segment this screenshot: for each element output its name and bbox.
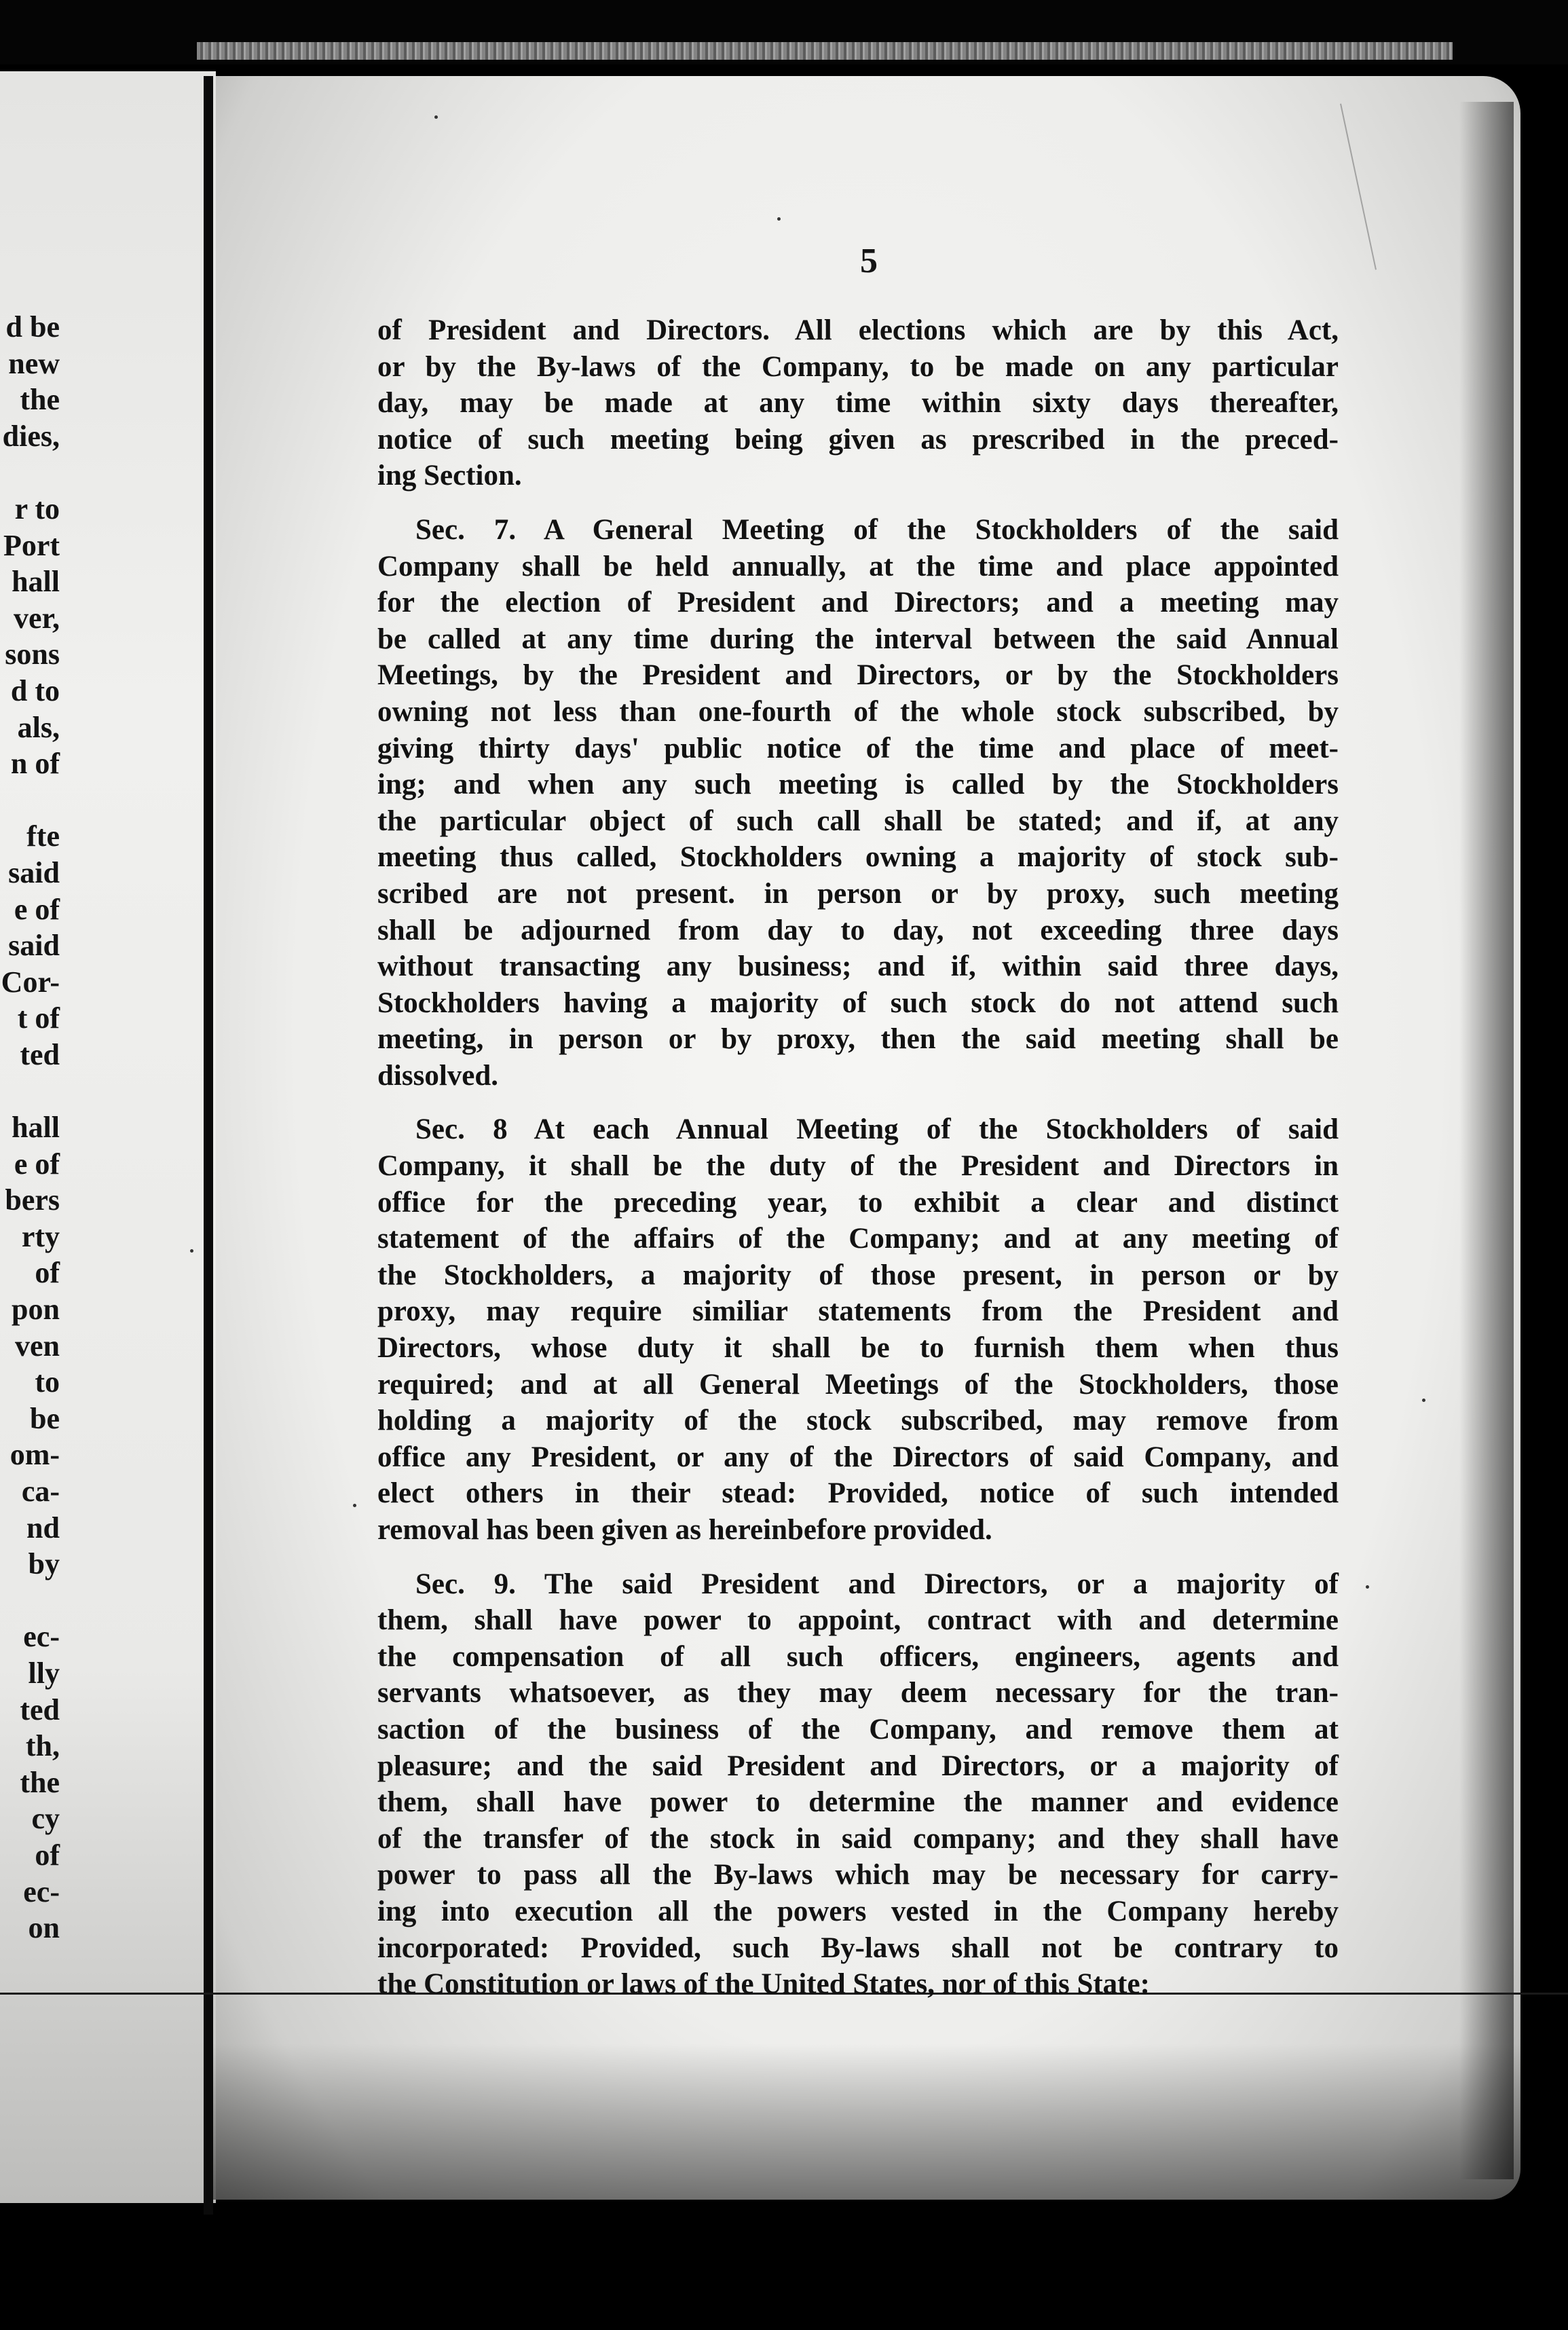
facing-page-fragment: the	[20, 1765, 60, 1799]
scan-speck	[1422, 1399, 1425, 1402]
facing-page-fragment: dies,	[2, 419, 60, 453]
text-line: them, shall have power to appoint, contract with and determine	[377, 1604, 1339, 1637]
facing-page-fragment: ca-	[21, 1475, 60, 1508]
text-line: day, may be made at any time within sixty days thereafter,	[377, 387, 1339, 420]
facing-page-fragment: ted	[20, 1037, 60, 1071]
facing-page-fragment: lly	[28, 1656, 60, 1690]
facing-page-fragment: e of	[14, 1147, 60, 1181]
facing-page-fragment: th,	[25, 1729, 60, 1763]
text-line: holding a majority of the stock subscribed, may remove from	[377, 1405, 1339, 1437]
text-line: for the election of President and Directors; and a meeting may	[377, 587, 1339, 619]
scan-speck	[1366, 1585, 1369, 1589]
facing-page-fragment: als,	[17, 710, 60, 744]
page-number: 5	[860, 242, 878, 280]
text-line: giving thirty days' public notice of the time and place of meet-	[377, 732, 1339, 764]
text-line: or by the By-laws of the Company, to be made on any particular	[377, 350, 1339, 383]
facing-page-fragment: om-	[10, 1438, 60, 1472]
text-line: elect others in their stead: Provided, notice of such intended	[377, 1477, 1339, 1510]
facing-page-fragment: ec-	[23, 1874, 60, 1908]
text-line: shall be adjourned from day to day, not exceeding three days	[377, 914, 1339, 946]
facing-page-fragment: d to	[10, 673, 60, 707]
facing-page-fragment: t of	[17, 1001, 60, 1035]
facing-page-fragment: new	[8, 346, 60, 380]
facing-page-fragment: Port	[3, 528, 60, 562]
text-line: ing; and when any such meeting is called by the Stockholders	[377, 769, 1339, 801]
paragraph-continuation	[377, 312, 1339, 494]
text-line: Sec. 7. A General Meeting of the Stockholders of the said	[415, 513, 1339, 546]
facing-page-text-fragments	[0, 309, 60, 1946]
facing-page-fragment: said	[8, 929, 60, 963]
document-body	[377, 312, 1339, 2003]
page-top-edge	[197, 42, 1453, 60]
text-line: Sec. 8 At each Annual Meeting of the Stockholders of said	[415, 1113, 1339, 1146]
text-line: power to pass all the By-laws which may be necessary for carry-	[377, 1859, 1339, 1891]
facing-page-fragment: to	[35, 1365, 60, 1399]
text-line: ing into execution all the powers vested in the Company hereby	[377, 1895, 1339, 1927]
scan-speck	[777, 217, 781, 221]
facing-page-fragment: n of	[10, 747, 60, 781]
facing-page-fragment: e of	[14, 892, 60, 926]
facing-page-fragment: by	[28, 1547, 60, 1581]
text-line: of the transfer of the stock in said company; and they shall have	[377, 1822, 1339, 1855]
text-line: the particular object of such call shall be stated; and if, at any	[377, 805, 1339, 837]
text-line: required; and at all General Meetings of the Stockholders, those	[377, 1368, 1339, 1401]
paragraph-section-9	[377, 1566, 1339, 2003]
text-line: office any President, or any of the Directors of said Company, and	[377, 1441, 1339, 1473]
facing-page-fragment: sons	[5, 637, 60, 671]
facing-page-fragment: rty	[21, 1219, 60, 1253]
facing-page-fragment: hall	[12, 1111, 60, 1145]
text-line: statement of the affairs of the Company; and at any meeting of	[377, 1223, 1339, 1255]
text-line: Stockholders having a majority of such stock do not attend such	[377, 986, 1339, 1019]
text-line: pleasure; and the said President and Directors, or a majority of	[377, 1750, 1339, 1782]
binding-gutter	[204, 76, 213, 2215]
page-bottom-shadow	[204, 2044, 1520, 2200]
page-edge-shadow	[1459, 102, 1514, 2179]
facing-page-fragment: said	[8, 855, 60, 889]
text-line: Company, it shall be the duty of the President and Directors in	[377, 1150, 1339, 1183]
text-line: Sec. 9. The said President and Directors, or a majority of	[415, 1568, 1339, 1600]
facing-page-fragment: nd	[26, 1511, 60, 1545]
scan-speck	[434, 115, 438, 119]
text-line: without transacting any business; and if, within said three days,	[377, 950, 1339, 983]
text-line: saction of the business of the Company, and remove them at	[377, 1713, 1339, 1745]
facing-page-fragment: ted	[20, 1693, 60, 1726]
facing-page-fragment: be	[30, 1401, 60, 1435]
facing-page-fragment: cy	[31, 1802, 60, 1836]
text-line: incorporated: Provided, such By-laws shall not be contrary to	[377, 1931, 1339, 1964]
paragraph-section-7	[377, 512, 1339, 1094]
text-line: office for the preceding year, to exhibit a clear and distinct	[377, 1186, 1339, 1219]
text-line: dissolved.	[377, 1059, 499, 1092]
text-line: servants whatsoever, as they may deem necessary for the tran-	[377, 1677, 1339, 1709]
facing-page-fragment: r to	[14, 492, 60, 525]
scan-speck	[190, 1249, 193, 1253]
facing-page-fragment: Cor-	[1, 965, 60, 999]
text-line: owning not less than one-fourth of the whole stock subscribed, by	[377, 695, 1339, 728]
text-line: them, shall have power to determine the manner and evidence	[377, 1786, 1339, 1819]
text-line: scribed are not present. in person or by proxy, such meeting	[377, 877, 1339, 910]
facing-page-fragment: on	[28, 1911, 60, 1945]
text-line: the compensation of all such officers, engineers, agents and	[377, 1640, 1339, 1673]
text-line: meeting thus called, Stockholders owning a majority of stock sub-	[377, 841, 1339, 874]
text-line: the Constitution or laws of the United States, nor of this State:	[377, 1968, 1150, 2001]
paragraph-section-8	[377, 1111, 1339, 1548]
text-line: Directors, whose duty it shall be to furnish them when thus	[377, 1332, 1339, 1365]
text-line: notice of such meeting being given as prescribed in the preced-	[377, 423, 1339, 456]
facing-page-fragment: ec-	[23, 1620, 60, 1654]
facing-page-fragment: bers	[5, 1183, 60, 1217]
text-line: the Stockholders, a majority of those present, in person or by	[377, 1259, 1339, 1291]
facing-page-fragment: ven	[15, 1329, 60, 1363]
facing-page-fragment: ver,	[13, 601, 60, 635]
text-line: proxy, may require similiar statements from the President and	[377, 1295, 1339, 1328]
text-line: meeting, in person or by proxy, then the said meeting shall be	[377, 1023, 1339, 1056]
text-line: be called at any time during the interval between the said Annual	[377, 623, 1339, 655]
text-line: removal has been given as hereinbefore provided.	[377, 1514, 992, 1546]
text-line: of President and Directors. All elections which are by this Act,	[377, 314, 1339, 346]
facing-page-fragment: of	[35, 1838, 60, 1872]
facing-page-fragment: of	[35, 1256, 60, 1290]
facing-page-fragment: pon	[12, 1293, 60, 1327]
text-line: Company shall be held annually, at the time and place appointed	[377, 550, 1339, 582]
text-line: Meetings, by the President and Directors, or by the Stockholders	[377, 659, 1339, 692]
scan-speck	[353, 1504, 356, 1507]
text-line: ing Section.	[377, 460, 522, 492]
facing-page-fragment: the	[20, 383, 60, 417]
facing-page-fragment: d be	[5, 310, 60, 344]
facing-page-fragment: hall	[12, 565, 60, 599]
facing-page-fragment: fte	[26, 819, 60, 853]
